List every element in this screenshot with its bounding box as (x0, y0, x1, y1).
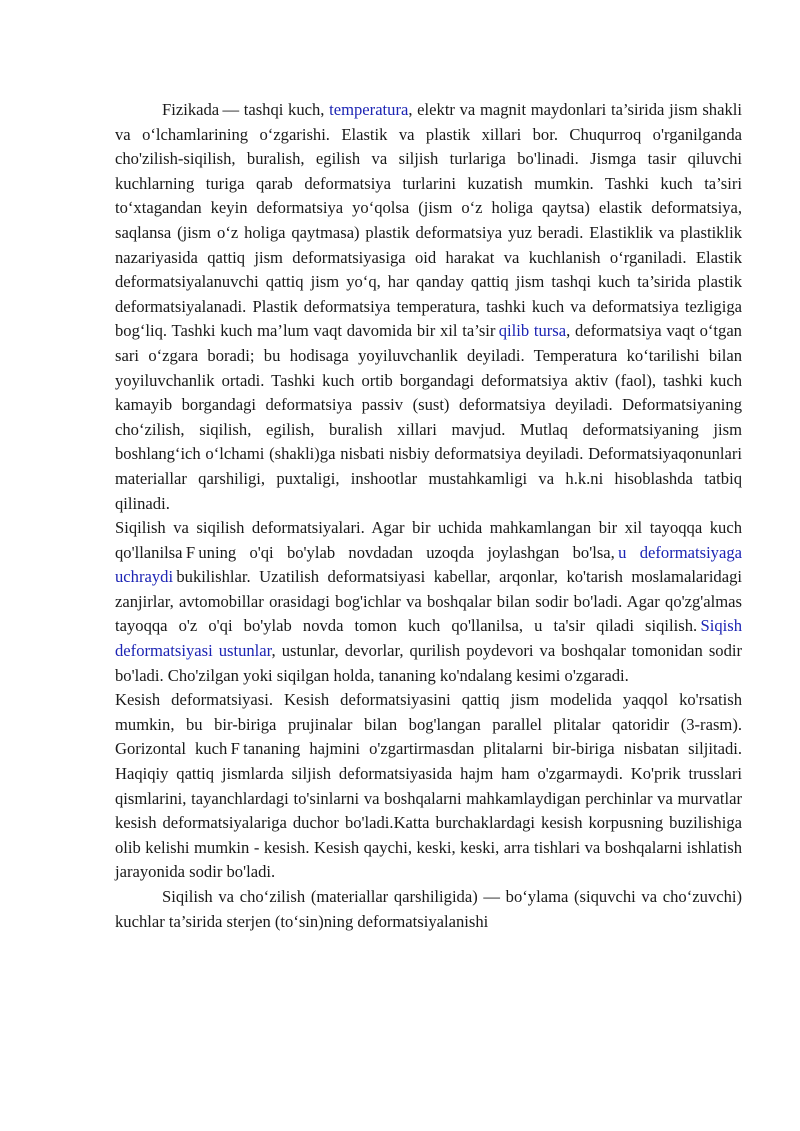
paragraph-siqilish (115, 516, 742, 688)
link-siqish-deformatsiyasi-ustunlar[interactable]: Siqish deformatsiyasi ustunlar (115, 616, 742, 661)
link-qilib-tursa[interactable]: qilib tursa (498, 321, 567, 341)
paragraph-siqilish-va-chozilish: Siqilish va cho‘zilish (materiallar qarshiligida) — bo‘ylama (siquvchi va cho‘zuvchi) kuchlar ta’sirida sterjen (to‘sin)ning deformatsiyalanishi (115, 887, 742, 931)
paragraph-text: bukilishlar. Uzatilish deformatsiyasi kabellar, arqonlar, ko'tarish moslamalaridagi zanjirlar, avtomobillar orasidagi bog'ichlar va boshqalar bilan sodir bo'ladi. Agar qo'zg'almas tayoqqa o'z o'qi bo'ylab novda tomon kuch qo'llanilsa, u ta'sir qiladi siqilish. (115, 567, 742, 636)
paragraph-text: Siqilish va siqilish deformatsiyalari. Agar bir uchida mahkamlangan bir xil tayoqqa kuch qo'llanilsa F uning o'qi bo'ylab novdadan uzoqda joylashgan bo'lsa, (115, 518, 742, 562)
link-u-deformatsiyaga-uchraydi[interactable]: u deformatsiyaga uchraydi (115, 542, 743, 587)
paragraph-text: , ustunlar, devorlar, qurilish poydevori va boshqalar tomonidan sodir bo'ladi. Cho'zilgan yoki siqilgan holda, tananing ko'ndalang kesimi o'zgaradi. (115, 641, 743, 685)
paragraph-kesish: Kesish deformatsiyasi. Kesish deformatsiyasini qattiq jism modelida yaqqol ko'rsatish mumkin, bu bir-biriga prujinalar bilan bog'langan parallel plitalar qatoridir (3-rasm). Gorizontal kuch F tananing hajmini o'zgartirmasdan plitalarni bir-biriga nisbatan siljitadi. Haqiqiy qattiq jismlarda siljish deformatsiyasida hajm ham o'zgarmaydi. Ko'prik trusslari qismlarini, tayanchlardagi to'sinlarni va boshqalarni mahkamlaydigan perchinlar va murvatlar kesish deformatsiyalariga duchor bo'ladi.Katta burchaklardagi kesish korpusning buzilishiga olib kelishi mumkin - kesish. Kesish qaychi, keski, keski, arra tishlari va boshqalarni ishlatish jarayonida sodir bo'ladi. (115, 690, 742, 882)
link-temperatura[interactable]: temperatura (329, 100, 409, 119)
paragraph-text: Fizikada — tashqi kuch, (162, 100, 330, 119)
paragraph-text: , deformatsiya vaqt o‘tgan sari o‘zgara boradi; bu hodisaga yoyiluvchanlik deyiladi. Temperatura ko‘tarilishi bilan yoyiluvchanlik ortadi. Tashki kuch ortib borgandagi deformatsiya aktiv (faol), tashki kuch kamayib borgandagi deformatsiya passiv (sust) deformatsiya deyiladi. Deformatsiyaning cho‘zilish, siqilish, egilish, buralish xillari mavjud. Mutlaq deformatsiyaning jism boshlang‘ich o‘lchami (shakli)ga nisbati nisbiy deformatsiya deyiladi. Deformatsiyaqonunlari materiallar qarshiligi, puxtaligi, inshootlar mustahkamligi va h.k.ni hisoblashda tatbiq qilinadi. (115, 321, 742, 513)
paragraph-text: , elektr va magnit maydonlari ta’sirida jism shakli va o‘lchamlarining o‘zgarishi. Elastik va plastik xillari bor. Chuqurroq o'rganilganda cho'zilish-siqilish, buralish, egilish va siljish turlariga bo'linadi. Jismga tasir qiluvchi kuchlarning turiga qarab deformatsiya turlarini kuzatish mumkin. Tashki kuch ta’siri to‘xtagandan keyin deformatsiya yo‘qolsa (jism o‘z holiga qaytsa) elastik deformatsiya, saqlansa (jism o‘z holiga qaytmasa) plastik deformatsiya yuz beradi. Elastiklik va plastiklik nazariyasida qattiq jism deformatsiyasiga oid harakat va kuchlanish o‘rganiladi. Elastik deformatsiyalanuvchi qattiq jism yo‘q, har qanday qattiq jism tashqi kuch ta’sirida plastik deformatsiyalanadi. Plastik deformatsiya temperatura, tashki kuch va deformatsiya tezligiga bog‘liq. Tashki kuch ma’lum vaqt davomida bir xil ta’sir (115, 100, 742, 341)
paragraph-intro (115, 98, 742, 516)
